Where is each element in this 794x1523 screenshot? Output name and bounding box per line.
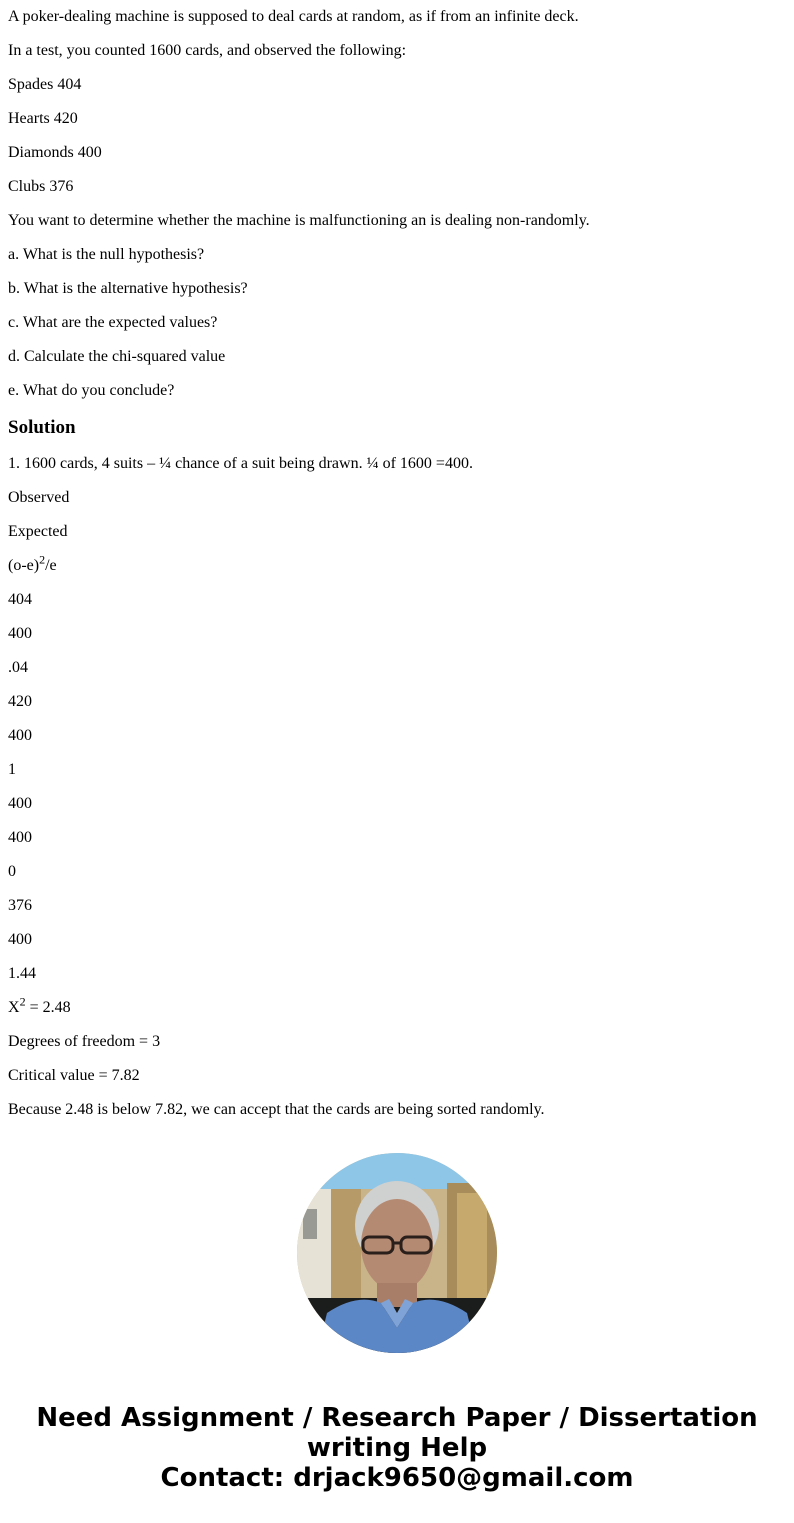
count-diamonds <box>8 144 786 162</box>
suit-name: Spades <box>8 76 54 93</box>
avatar-portrait <box>297 1153 497 1353</box>
chi-sup: 2 <box>19 994 26 1009</box>
promo-line-1: Need Assignment / Research Paper / Dissertation <box>36 1403 758 1433</box>
question-part-a: a. What is the null hypothesis? <box>8 246 205 263</box>
suit-count: 400 <box>77 144 102 161</box>
row4-observed: 376 <box>8 897 32 914</box>
avatar <box>297 1153 497 1353</box>
suit-name: Hearts <box>8 110 50 127</box>
row3-value: 0 <box>8 863 16 880</box>
question-part-c: c. What are the expected values? <box>8 314 218 331</box>
question-goal: You want to determine whether the machine is malfunctioning an is dealing non-randomly. <box>8 212 590 229</box>
degrees-of-freedom: Degrees of freedom = 3 <box>8 1033 161 1050</box>
suit-count: 376 <box>49 178 74 195</box>
document-content <box>8 0 786 1122</box>
critical-value: Critical value = 7.82 <box>8 1067 140 1084</box>
row2-observed: 420 <box>8 693 32 710</box>
suit-count: 404 <box>57 76 82 93</box>
promo-line-2: writing Help <box>306 1433 488 1463</box>
chi-squared-result <box>8 994 786 1017</box>
row2-expected: 400 <box>8 727 32 744</box>
suit-name: Clubs <box>8 178 46 195</box>
question-test: In a test, you counted 1600 cards, and observed the following: <box>8 42 407 59</box>
row4-value: 1.44 <box>8 965 36 982</box>
row1-observed: 404 <box>8 591 32 608</box>
count-clubs <box>8 178 786 196</box>
header-formula <box>8 552 786 575</box>
suit-count: 420 <box>53 110 78 127</box>
count-hearts <box>8 110 786 128</box>
question-part-b: b. What is the alternative hypothesis? <box>8 280 248 297</box>
chi-suffix: = 2.48 <box>25 999 71 1016</box>
row1-value: .04 <box>8 659 28 676</box>
question-part-e: e. What do you conclude? <box>8 382 175 399</box>
formula-prefix: (o-e) <box>8 557 40 574</box>
chi-prefix: X <box>8 999 20 1016</box>
question-intro: A poker-dealing machine is supposed to deal cards at random, as if from an infinite deck. <box>8 8 579 25</box>
conclusion: Because 2.48 is below 7.82, we can accept that the cards are being sorted randomly. <box>8 1101 545 1118</box>
header-observed: Observed <box>8 489 70 506</box>
formula-sup: 2 <box>39 552 46 567</box>
promo-banner <box>0 1403 794 1493</box>
row1-expected: 400 <box>8 625 32 642</box>
question-part-d: d. Calculate the chi-squared value <box>8 348 226 365</box>
header-expected: Expected <box>8 523 68 540</box>
row2-value: 1 <box>8 761 16 778</box>
count-spades <box>8 76 786 94</box>
formula-suffix: /e <box>45 557 57 574</box>
suit-name: Diamonds <box>8 144 74 161</box>
row3-expected: 400 <box>8 829 32 846</box>
row4-expected: 400 <box>8 931 32 948</box>
promo-contact: Contact: drjack9650@gmail.com <box>160 1463 634 1493</box>
solution-heading: Solution <box>8 417 76 438</box>
row3-observed: 400 <box>8 795 32 812</box>
solution-line1: 1. 1600 cards, 4 suits – ¼ chance of a suit being drawn. ¼ of 1600 =400. <box>8 455 473 472</box>
